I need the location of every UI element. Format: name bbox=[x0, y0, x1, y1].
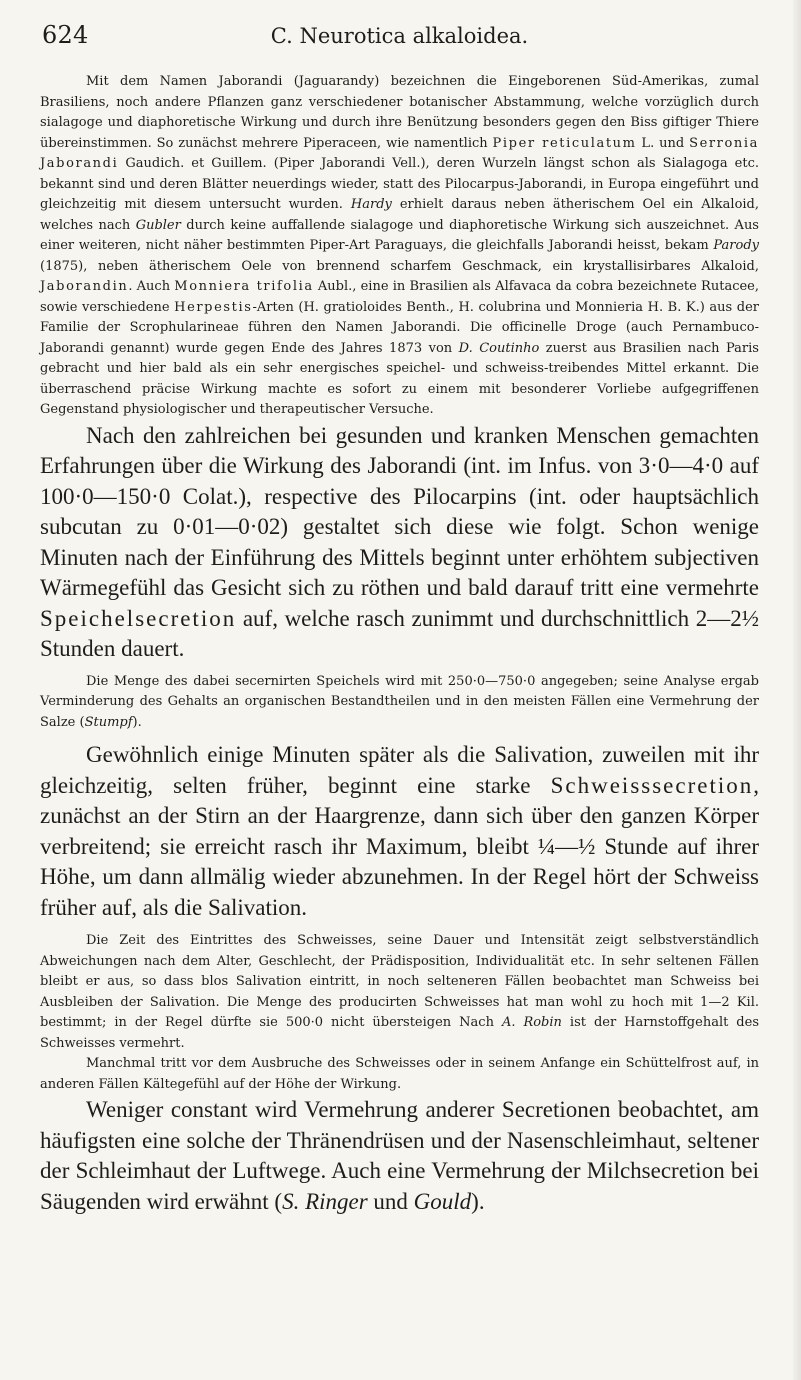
author-robin: A. Robin bbox=[501, 1015, 562, 1030]
page-header bbox=[40, 20, 759, 56]
text-run: Aubl., eine in Brasilien als Alfavaca da cobra bezeichnete Rutacee, sowie verschiedene bbox=[40, 279, 759, 315]
text-run: Gaudich. et Guillem. (Piper Jaborandi Vell.), deren Wurzeln längst schon als Sialagoga etc. bekannt sind und deren Blätter neuerdings wieder, statt des Pilocarpus-Jaborandi, in Europa eingeführt und gleichzeitig mit diesem untersucht wurden. bbox=[40, 156, 759, 212]
text-run: , zunächst an der Stirn an der Haargrenze, dann sich über den ganzen Körper verbreitend; sie erreicht rasch ihr Maximum, bleibt ¼—½ Stunde auf ihrer Höhe, um dann allmälig wieder abzunehmen. In der Regel hört der Schweiss früher auf, als die Salivation. bbox=[40, 772, 759, 920]
running-head: C. Neurotica alkaloidea. bbox=[270, 24, 529, 48]
text-run: ). bbox=[471, 1188, 485, 1214]
text-run: auf, welche rasch zunimmt und durchschnittlich 2—2½ Stunden dauert. bbox=[40, 605, 759, 661]
page-number: 624 bbox=[42, 21, 89, 49]
term-schweisssecretion: Schweisssecretion bbox=[550, 772, 754, 798]
author-gould: Gould bbox=[413, 1188, 472, 1214]
text-run: ist der Harnstoffgehalt des Schweisses vermehrt. bbox=[40, 1015, 759, 1051]
species-serronia-jaborandi: Serronia Jaborandi bbox=[40, 135, 759, 171]
paragraph-sweat-secretion bbox=[40, 740, 759, 923]
text-run: Weniger constant wird Vermehrung anderer Secretionen beobachtet, am häufigsten eine solche der Thränendrüsen und der Nasenschleimhaut, seltener der Schleimhaut der Luftwege. Auch eine Vermehrung der Milchsecretion bei Säugenden wird erwähnt ( bbox=[40, 1097, 759, 1214]
author-ringer: S. Ringer bbox=[282, 1188, 368, 1214]
text-run: und bbox=[367, 1188, 414, 1214]
alkaloid-jaborandin: Jaborandin bbox=[40, 279, 129, 294]
text-run: (1875), neben ätherischem Oele von brennend scharfem Geschmack, ein krystallisirbares Alkaloid, bbox=[40, 258, 759, 274]
text-run: Gewöhnlich einige Minuten später als die Salivation, zuweilen mit ihr gleichzeitig, selten früher, beginnt eine starke bbox=[40, 742, 759, 798]
text-run: L. und bbox=[636, 135, 690, 151]
paragraph-other-secretions bbox=[40, 1095, 759, 1217]
paragraph-jaborandi-names bbox=[40, 72, 759, 421]
paragraph-sweat-variation bbox=[40, 931, 759, 1054]
text-run: Die Zeit des Eintrittes des Schweisses, seine Dauer und Intensität zeigt selbstverständlich Abweichungen nach dem Alter, Geschlecht, der Prädisposition, Individualität etc. In sehr seltenen Fällen bleibt er aus, so dass blos Salivation eintritt, in noch selteneren Fällen beobachtet man Schweiss bei Ausbleiben der Salivation. Die Menge des producirten Schweisses hat man wohl zu hoch mit 1—2 Kil. bestimmt; in der Regel dürfte sie 500·0 nicht übersteigen Nach bbox=[40, 933, 759, 1030]
author-gubler: Gubler bbox=[135, 217, 181, 233]
species-piper-reticulatum: Piper reticulatum bbox=[492, 135, 637, 151]
author-coutinho: D. Coutinho bbox=[458, 340, 540, 356]
page-content bbox=[40, 72, 759, 1217]
text-run: -Arten (H. gratioloides Benth., H. colubrina und Monnieria H. B. K.) aus der Familie der Scrophularineae führen den Namen Jaborandi. Die officinelle Droge (auch Pernambuco-Jaborandi genannt) wurde gegen Ende des Jahres 1873 von bbox=[40, 299, 759, 356]
text-run: erhielt daraus neben ätherischem Oel ein Alkaloid, welches nach bbox=[40, 197, 760, 233]
text-run: Die Menge des dabei secernirten Speichels wird mit 250·0—750·0 angegeben; seine Analyse ergab Verminderung des Gehalts an organischen Bestandtheilen und in den meisten Fällen eine Vermehrung der Salze ( bbox=[40, 673, 759, 730]
paragraph-chills bbox=[40, 1054, 759, 1095]
text-run: . Auch bbox=[128, 279, 175, 294]
text-run: zuerst aus Brasilien nach Paris gebracht und hier bald als ein sehr energisches speichel- und schweiss-treibendes Mittel erkannt. Die überraschend präcise Wirkung machte es sofort zu einem mit besonderer Vorliebe aufgegriffenen Gegenstand physiologischer und therapeutischer Versuche. bbox=[40, 340, 759, 417]
text-run: durch keine auffallende sialagoge und diaphoretische Wirkung sich auszeichnet. Aus einer weiteren, nicht näher bestimmten Piper-Art Paraguays, die gleichfalls Jaborandi heisst, bekam bbox=[40, 217, 759, 253]
text-run: ). bbox=[132, 714, 142, 730]
author-parody: Parody bbox=[713, 238, 759, 253]
term-speichelsecretion: Speichelsecretion bbox=[40, 605, 237, 631]
text-run: Nach den zahlreichen bei gesunden und kranken Menschen gemachten Erfahrungen über die Wirkung des Jaborandi (int. im Infus. von 3·0—4·0 auf 100·0—150·0 Colat.), respective des Pilocarpins (int. oder hauptsächlich subcutan zu 0·01—0·02) gestaltet sich diese wie folgt. Schon wenige Minuten nach der Einführung des Mittels beginnt unter erhöhtem subjectiven Wärmegefühl das Gesicht sich zu röthen und bald darauf tritt eine vermehrte bbox=[40, 422, 759, 600]
author-hardy: Hardy bbox=[350, 197, 392, 212]
species-monniera-trifolia: Monniera trifolia bbox=[174, 279, 314, 294]
text-run: Manchmal tritt vor dem Ausbruche des Schweisses oder in seinem Anfange ein Schüttelfrost auf, in anderen Fällen Kältegefühl auf der Höhe der Wirkung. bbox=[40, 1056, 759, 1092]
author-stumpf: Stumpf bbox=[84, 714, 133, 730]
genus-herpestis: Herpestis bbox=[174, 299, 253, 315]
paragraph-salivation bbox=[40, 421, 759, 665]
paragraph-saliva-quantity bbox=[40, 672, 759, 734]
text-run: Mit dem Namen Jaborandi (Jaguarandy) bezeichnen die Eingeborenen Süd-Amerikas, zumal Brasiliens, noch andere Pflanzen ganz verschiedener botanischer Abstammung, welche vorzüglich durch sialagoge und diaphoretische Wirkung und durch ihre Benützung besonders gegen den Biss giftiger Thiere übereinstimmen. So zunächst mehrere Piperaceen, wie namentlich bbox=[40, 74, 759, 151]
